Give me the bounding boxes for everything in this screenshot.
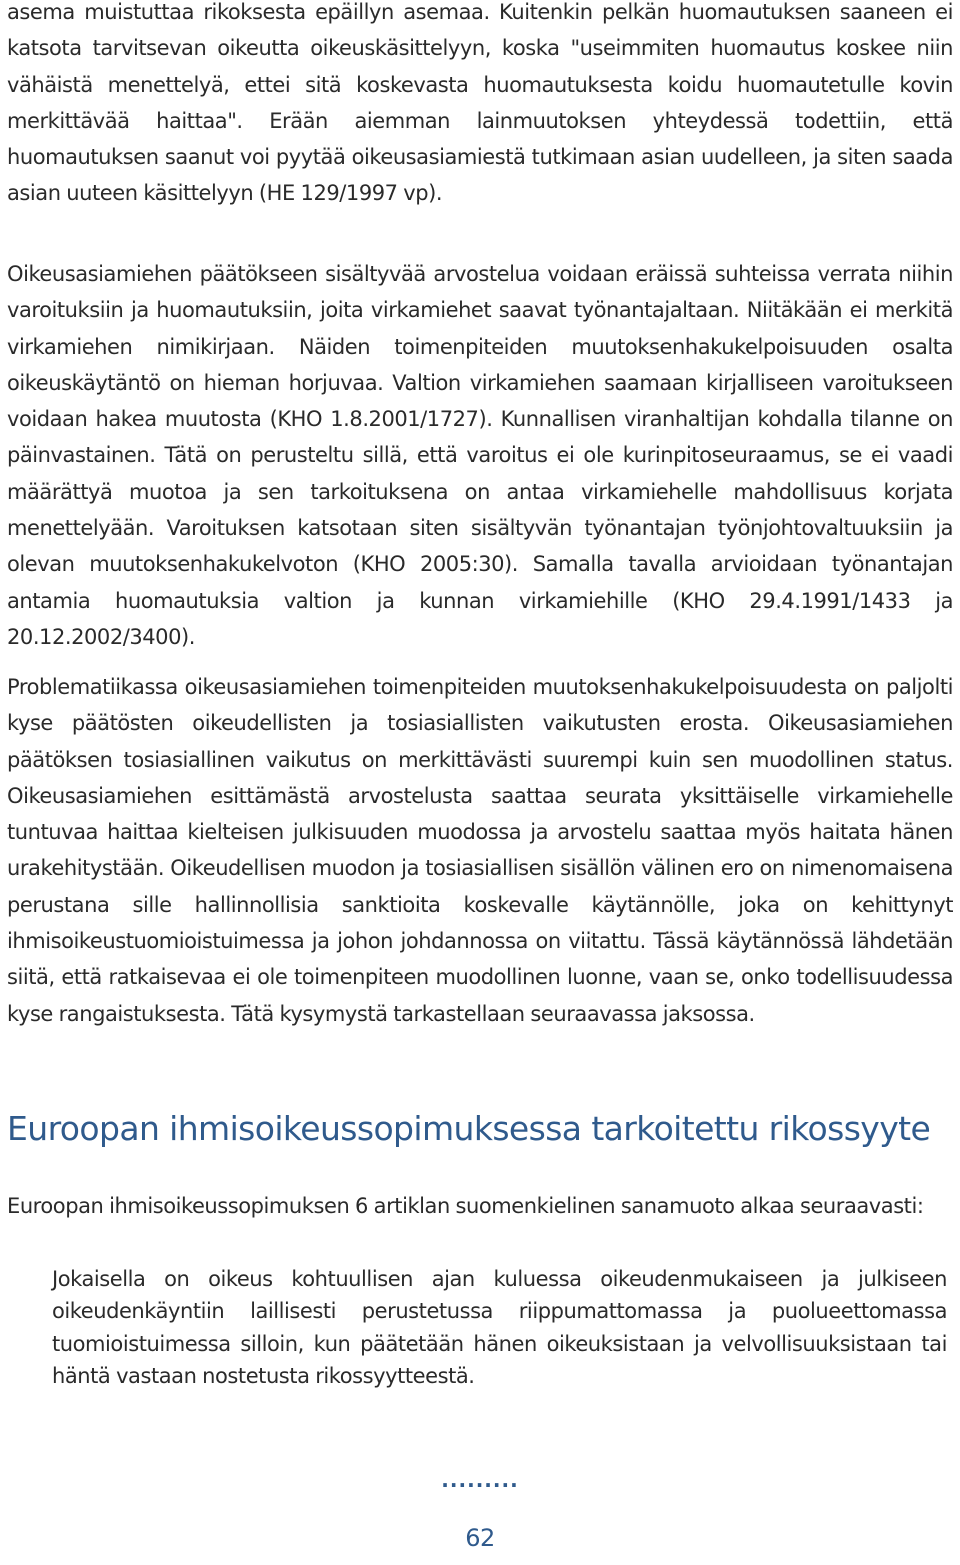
page-footer	[0, 1470, 960, 1552]
body-paragraph: Problematiikassa oikeusasiamiehen toimenpiteiden muutoksenhakukelpoisuudesta on paljolti kyse päätösten oikeudellisten ja tosiasiallisten vaikutusten erosta. Oikeusasiamiehen päätöksen tosiasiallinen vaikutus on merkittävästi suurempi kuin sen muodollinen status. Oikeusasiamiehen esittämästä arvostelusta saattaa seurata yksittäiselle virkamiehelle tuntuvaa haittaa kielteisen julkisuuden muodossa ja arvostelu saattaa myös haitata hänen urakehitystään. Oikeudellisen muodon ja tosiasiallisen sisällön välinen ero on nimenomaisena perustana sille hallinnollisia sanktioita koskevalle käytännölle, joka on kehittynyt ihmisoikeustuomioistuimessa ja johon johdannossa on viitattu. Tässä käytännössä lähdetään siitä, että ratkaisevaa ei ole toimenpiteen muodollinen luonne, vaan se, onko todellisuudessa kyse rangaistuksesta. Tätä kysymystä tarkastellaan seuraavassa jaksossa.	[7, 675, 953, 1026]
footer-dots: .........	[441, 1468, 519, 1492]
body-paragraph: Euroopan ihmisoikeussopimuksen 6 artiklan suomenkielinen sanamuoto alkaa seuraavasti:	[7, 1194, 924, 1218]
body-paragraph: Oikeusasiamiehen päätökseen sisältyvää arvostelua voidaan eräissä suhteissa verrata niihin varoituksiin ja huomautuksiin, joita virkamiehet saavat työnantajaltaan. Niitäkään ei merkitä virkamiehen nimikirjaan. Näiden toimenpiteiden muutoksenhakukelpoisuuden osalta oikeuskäytäntö on hieman horjuvaa. Valtion virkamiehen saamaan kirjalliseen varoitukseen voidaan hakea muutosta (KHO 1.8.2001/1727). Kunnallisen viranhaltijan kohdalla tilanne on päinvastainen. Tätä on perusteltu sillä, että varoitus ei ole kurinpitoseuraamus, se ei vaadi määrättyä muotoa ja sen tarkoituksena on antaa virkamiehelle mahdollisuus korjata menettelyään. Varoituksen katsotaan siten sisältyvän työnantajan työnjohtovaltuuksiin ja olevan muutoksenhakukelvoton (KHO 2005:30). Samalla tavalla arvioidaan työnantajan antamia huomautuksia valtion ja kunnan virkamiehille (KHO 29.4.1991/1433 ja 20.12.2002/3400).	[7, 262, 953, 649]
section-heading: Euroopan ihmisoikeussopimuksessa tarkoitettu rikossyyte	[7, 1109, 931, 1148]
body-paragraph: asema muistuttaa rikoksesta epäillyn asemaa. Kuitenkin pelkän huomautuksen saaneen ei katsota tarvitsevan oikeutta oikeuskäsittelyyn, koska "useimmiten huomautus koskee niin vähäistä menettelyä, ettei sitä koskevasta huomautuksesta koidu huomautetulle kovin merkittävää haittaa". Erään aiemman lainmuutoksen yhteydessä todettiin, että huomautuksen saanut voi pyytää oikeusasiamiestä tutkimaan asian uudelleen, ja siten saada asian uuteen käsittelyyn (HE 129/1997 vp).	[7, 0, 953, 206]
block-quote: Jokaisella on oikeus kohtuullisen ajan kuluessa oikeudenmukaiseen ja julkiseen oikeudenkäyntiin laillisesti perustetussa riippumattomassa ja puolueettomassa tuomioistuimessa silloin, kun päätetään hänen oikeuksistaan ja velvollisuuksistaan tai häntä vastaan nostetusta rikossyytteestä.	[52, 1267, 947, 1389]
page-number: 62	[465, 1524, 495, 1552]
